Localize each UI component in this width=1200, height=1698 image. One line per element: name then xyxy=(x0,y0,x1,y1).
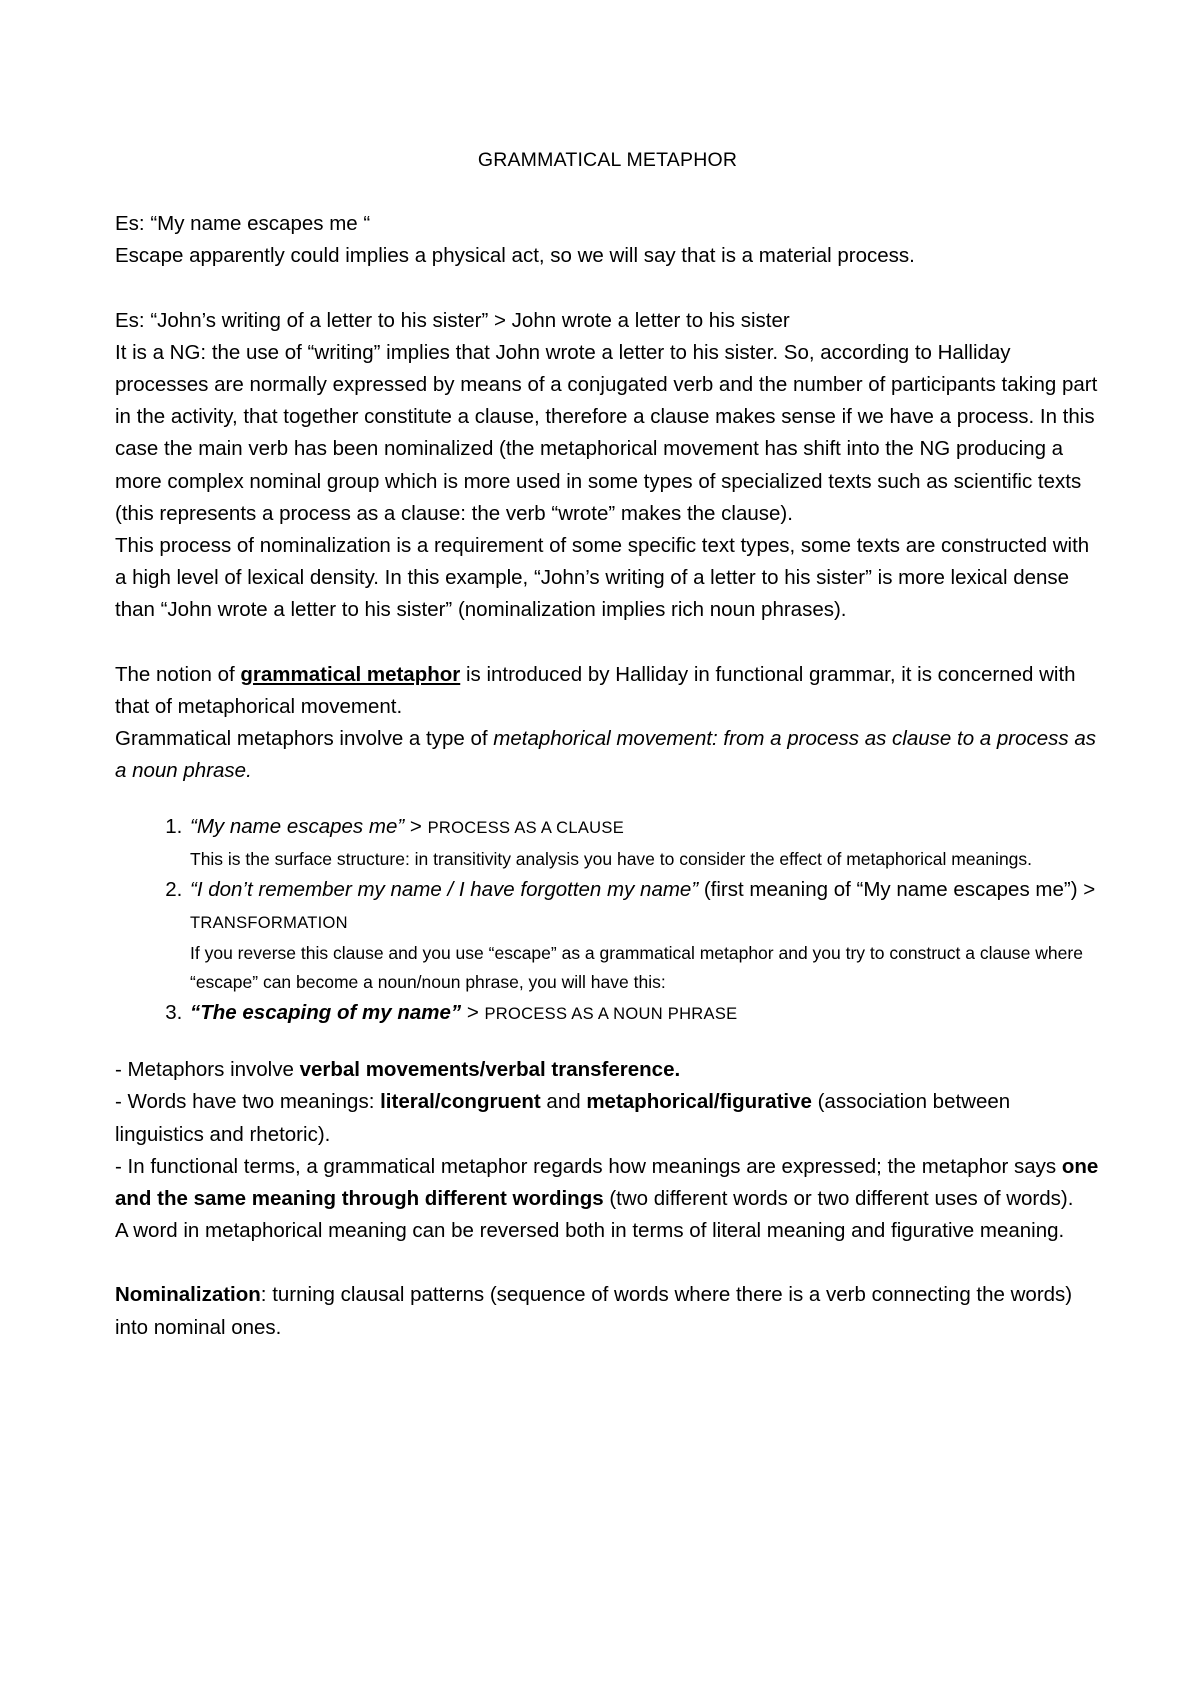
metaphorical-meaning-line: A word in metaphorical meaning can be reversed both in terms of literal meaning and figurative meaning. xyxy=(115,1219,1065,1243)
nominalization-term: Nominalization xyxy=(115,1283,261,1307)
example-list xyxy=(115,811,1100,1030)
example-2-heading: Es: “John’s writing of a letter to his sister” > John wrote a letter to his sister xyxy=(115,308,790,332)
bullet-functional-terms: - In functional terms, a grammatical metaphor regards how meanings are expressed; the metaphor says one and the same meaning through different wordings (two different words or two different uses of words). xyxy=(115,1154,1099,1211)
example-2-paragraph-1: It is a NG: the use of “writing” implies that John wrote a letter to his sister. So, according to Halliday processes are normally expressed by means of a conjugated verb and the number of participants taking part in the activity, that together constitute a clause, therefore a clause makes sense if we have a process. In this case the main verb has been nominalized (the metaphorical movement has shift into the NG producing a more complex nominal group which is more used in some types of specialized texts such as scientific texts (this represents a process as a clause: the verb “wrote” makes the clause). xyxy=(115,340,1098,525)
document-body xyxy=(115,144,1100,1344)
list-item: 1. “My name escapes me” > PROCESS AS A CLAUSE This is the surface structure: in transitivity analysis you have to consider the effect of metaphorical meanings. xyxy=(188,811,1100,873)
grammatical-metaphor-term: grammatical metaphor xyxy=(240,662,461,686)
notion-paragraph: The notion of grammatical metaphor is introduced by Halliday in functional grammar, it is concerned with that of metaphorical movement. xyxy=(115,662,1076,718)
bullet-two-meanings: - Words have two meanings: literal/congruent and metaphorical/figurative (association between linguistics and rhetoric). xyxy=(115,1090,1011,1146)
list-item-note: If you reverse this clause and you use “escape” as a grammatical metaphor and you try to construct a clause where “escape” can become a noun/noun phrase, you will have this: xyxy=(190,943,1083,993)
nominalization-definition: Nominalization: turning clausal patterns (sequence of words where there is a verb connecting the words) into nominal ones. xyxy=(115,1283,1073,1339)
example-2-paragraph-2: This process of nominalization is a requirement of some specific text types, some texts are constructed with a high level of lexical density. In this example, “John’s writing of a letter to his sister” is more lexical dense than “John wrote a letter to his sister” (nominalization implies rich noun phrases). xyxy=(115,534,1090,622)
list-item: 2. “I don’t remember my name / I have forgotten my name” (first meaning of “My name escapes me”) > TRANSFORMATION If you reverse this clause and you use “escape” as a grammatical metaphor and you try to construct a clause where “escape” can become a noun/noun phrase, you will have this: xyxy=(188,874,1100,997)
document-title: GRAMMATICAL METAPHOR xyxy=(477,149,738,171)
bullet-verbal-movements: - Metaphors involve verbal movements/verbal transference. xyxy=(115,1058,681,1082)
list-item: 3. “The escaping of my name” > PROCESS AS A NOUN PHRASE xyxy=(188,997,1100,1030)
list-item-note: This is the surface structure: in transitivity analysis you have to consider the effect of metaphorical meanings. xyxy=(190,848,1033,869)
example-1-line: Es: “My name escapes me “ xyxy=(115,212,371,236)
example-1-explanation: Escape apparently could implies a physical act, so we will say that is a material process. xyxy=(115,244,915,268)
notion-movement-line: Grammatical metaphors involve a type of metaphorical movement: from a process as clause to a process as a noun phrase. xyxy=(115,727,1097,783)
